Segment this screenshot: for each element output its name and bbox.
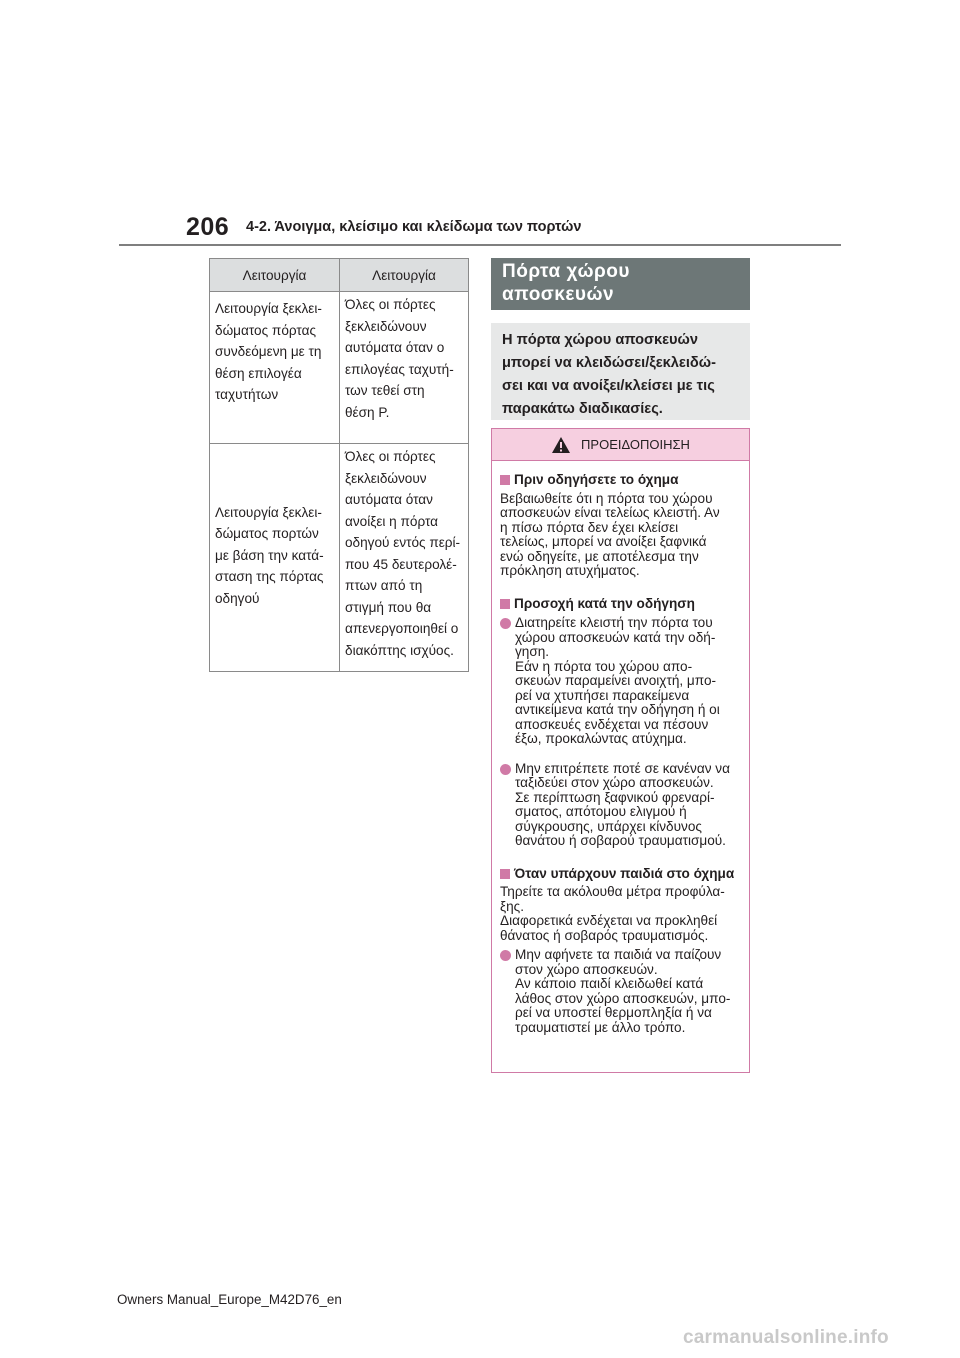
circle-bullet-icon xyxy=(500,950,511,961)
table-cell-operation xyxy=(340,292,469,444)
subheading-text: Πριν οδηγήσετε το όχημα xyxy=(514,472,679,487)
square-bullet-icon xyxy=(500,475,510,485)
square-bullet-icon xyxy=(500,599,510,609)
warning-bullet xyxy=(500,616,743,747)
circle-bullet-icon xyxy=(500,618,511,629)
cell-text: Όλες οι πόρτες ξεκλειδώνουν αυτόματα όταν ανοίξει η πόρτα οδηγού εντός περί- που 45 δευτερολέ- πτων από τη στιγμή που θα απενεργοποιηθεί ο διακόπτης ισχύος. xyxy=(345,449,461,658)
cell-text: Λειτουργία ξεκλει- δώματος πορτών με βάση την κατά- σταση της πόρτας οδηγού xyxy=(215,504,324,606)
cell-text: Λειτουργία ξεκλει- δώματος πόρτας συνδεόμενη με τη θέση επιλογέα ταχυτήτων xyxy=(215,301,322,402)
bullet-text: Διατηρείτε κλειστή την πόρτα του χώρου αποσκευών κατά την οδή- γηση. Εάν η πόρτα του χώρου απο- σκευών παραμείνει ανοιχτή, μπο- ρεί να χτυπήσει παρακείμενα αντικείμενα κατά την οδήγηση ή οι αποσκευές ενδέχεται να πέσουν έξω, προκαλώντας ατύχημα. xyxy=(515,615,720,746)
warning-subheading xyxy=(500,867,743,882)
banner-title: Πόρτα χώρου αποσκευών xyxy=(502,261,630,305)
warning-paragraph: Βεβαιωθείτε ότι η πόρτα του χώρου αποσκευών είναι τελείως κλειστή. Αν η πίσω πόρτα δεν έχει κλείσει τελείως, μπορεί να ανοίξει ξαφνικά ενώ οδηγείτε, με αποτέλεσμα την πρόκληση ατυχήματος. xyxy=(500,490,720,578)
page-number: 206 xyxy=(186,213,230,241)
warning-paragraph: Τηρείτε τα ακόλουθα μέτρα προφύλα- ξης. Διαφορετικά ενδέχεται να προκληθεί θάνατος ή σοβαρός τραυματισμός. xyxy=(500,884,725,943)
intro-text: Η πόρτα χώρου αποσκευών μπορεί να κλειδώσει/ξεκλειδώ- σει και να ανοίξει/κλείσει με τις παρακάτω διαδικασίες. xyxy=(502,332,716,417)
function-table xyxy=(209,258,469,672)
table-header-row xyxy=(210,259,469,292)
header-divider xyxy=(119,244,841,246)
table-row xyxy=(210,444,469,672)
warning-box xyxy=(491,428,750,1073)
circle-bullet-icon xyxy=(500,764,511,775)
table-cell-operation xyxy=(340,444,469,672)
warning-subheading xyxy=(500,473,743,488)
square-bullet-icon xyxy=(500,869,510,879)
section-title: 4-2. Άνοιγμα, κλείσιμο και κλείδωμα των πορτών xyxy=(246,219,582,235)
warning-bullet xyxy=(500,948,743,1035)
cell-text: Όλες οι πόρτες ξεκλειδώνουν αυτόματα όταν ο επιλογέας ταχυτή- των τεθεί στη θέση P. xyxy=(345,297,454,420)
intro-box xyxy=(491,323,750,420)
subheading-text: Προσοχή κατά την οδήγηση xyxy=(514,595,695,611)
bullet-text: Μην επιτρέπετε ποτέ σε κανέναν να ταξιδεύει στον χώρο αποσκευών. Σε περίπτωση ξαφνικού φρεναρί- σματος, απότομου ελιγμού ή σύγκρουσης, υπάρχει κίνδυνος θανάτου ή σοβαρού τραυματισμού. xyxy=(515,760,730,848)
table-header-operation: Λειτουργία xyxy=(340,259,469,292)
table-cell-function xyxy=(210,444,340,672)
bullet-text: Μην αφήνετε τα παιδιά να παίζουν στον χώρο αποσκευών. Αν κάποιο παιδί κλειδωθεί κατά λάθος στον χώρο αποσκευών, μπο- ρεί να υποστεί θερμοπληξία ή να τραυματιστεί με άλλο τρόπο. xyxy=(515,947,731,1035)
warning-body xyxy=(492,461,749,1035)
table-cell-function xyxy=(210,292,340,444)
watermark: carmanualsonline.info xyxy=(683,1327,889,1348)
warning-header xyxy=(492,429,749,461)
subheading-text: Όταν υπάρχουν παιδιά στο όχημα xyxy=(514,865,735,881)
warning-subheading xyxy=(500,597,743,612)
table-row xyxy=(210,292,469,444)
warning-bullet xyxy=(500,762,743,849)
table-header-function: Λειτουργία xyxy=(210,259,340,292)
warning-triangle-icon xyxy=(551,436,571,454)
footer-text: Owners Manual_Europe_M42D76_en xyxy=(117,1292,342,1307)
section-banner xyxy=(491,258,750,310)
warning-title: ΠΡΟΕΙΔΟΠΟΙΗΣΗ xyxy=(581,437,690,452)
